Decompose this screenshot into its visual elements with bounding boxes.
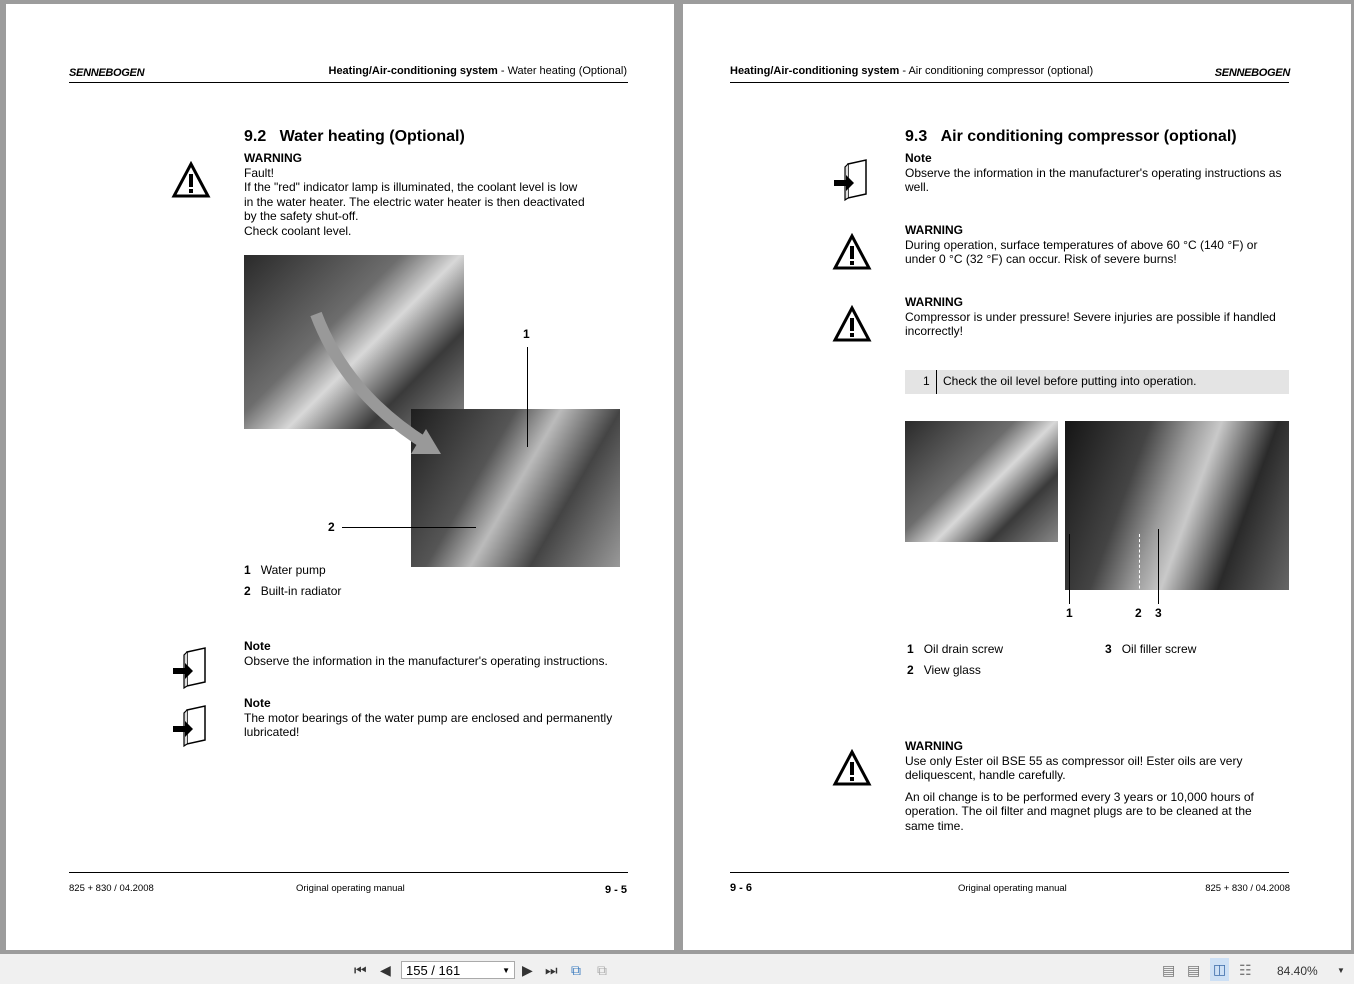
callout-line: [1069, 534, 1070, 604]
footer-rule: [730, 872, 1289, 873]
note-book-icon: [171, 704, 211, 748]
footer-title: Original operating manual: [958, 883, 1067, 894]
page-header: Heating/Air-conditioning system - Air conditioning compressor (optional): [730, 65, 1094, 77]
chevron-down-icon[interactable]: ▼: [502, 966, 510, 975]
warning-icon: [832, 233, 872, 271]
two-page-continuous-icon[interactable]: ☷: [1239, 962, 1252, 978]
callout-1: 1: [1066, 606, 1073, 620]
legend-item: 1 Water pump: [244, 563, 326, 577]
warning-line: in the water heater. The electric water heater is then deactivated: [244, 194, 585, 209]
note-book-icon: [832, 158, 872, 202]
note-book-icon: [171, 646, 211, 690]
footer-model: 825 + 830 / 04.2008: [69, 883, 154, 894]
legend-item: 3 Oil filler screw: [1105, 642, 1197, 656]
right-page: [683, 4, 1351, 950]
zoom-dropdown-icon[interactable]: ▼: [1337, 966, 1345, 975]
callout-3: 3: [1155, 606, 1162, 620]
last-page-icon[interactable]: ⏭: [545, 962, 558, 978]
warning-icon: [832, 305, 872, 343]
callout-line: [1158, 529, 1159, 604]
two-page-icon[interactable]: ◫: [1210, 958, 1229, 981]
footer-title: Original operating manual: [296, 883, 405, 894]
header-chapter: Heating/Air-conditioning system: [328, 65, 498, 77]
warning-line: Check coolant level.: [244, 223, 352, 238]
sennebogen-logo: SENNEBOGEN: [69, 67, 145, 79]
warning-block: WARNING During operation, surface temperatures of above 60 °C (140 °F) or under 0 °C (32 °F) can occur. Risk of severe burns!: [905, 223, 1258, 267]
next-view-icon[interactable]: ⧉: [597, 962, 607, 978]
section-title: 9.2 Water heating (Optional): [244, 128, 465, 145]
step-number: 1: [923, 374, 930, 388]
step-divider: [936, 370, 937, 394]
step-text: Check the oil level before putting into operation.: [943, 374, 1197, 388]
header-rule: [69, 82, 628, 83]
note-block: Note The motor bearings of the water pump are enclosed and permanently lubricated!: [244, 696, 613, 740]
warning-block: WARNING Compressor is under pressure! Severe injuries are possible if handled incorrectly!: [905, 295, 1276, 339]
instruction-step: [905, 370, 1289, 394]
page-value: 155 / 161: [406, 963, 461, 978]
callout-line: [527, 347, 528, 447]
warning-line: by the safety shut-off.: [244, 209, 359, 224]
header-rule: [730, 82, 1289, 83]
legend-item: 2 Built-in radiator: [244, 584, 342, 598]
continuous-page-icon[interactable]: ▤: [1187, 962, 1201, 978]
section-title: 9.3 Air conditioning compressor (optional): [905, 128, 1237, 145]
warning-icon: [832, 749, 872, 787]
callout-1: 1: [523, 327, 530, 341]
note-block: Note Observe the information in the manufacturer's operating instructions as well.: [905, 151, 1282, 195]
zoom-level[interactable]: 84.40%: [1277, 964, 1318, 978]
photo-compressor-overview: [905, 421, 1058, 542]
header-section: - Water heating (Optional): [497, 65, 627, 77]
warning-block: [244, 151, 614, 239]
warning-title: WARNING: [244, 151, 302, 165]
warning-block: WARNING Use only Ester oil BSE 55 as compressor oil! Ester oils are very deliquescent, handle carefully. An oil change is to be performed every 3 years or 10,000 hours of operation. The oil filter and magnet plugs are to be cleaned at the same time.: [905, 739, 1254, 833]
sennebogen-logo: SENNEBOGEN: [1214, 67, 1290, 79]
first-page-icon[interactable]: ⏮: [354, 962, 367, 978]
single-page-icon[interactable]: ▤: [1162, 962, 1176, 978]
callout-2: 2: [328, 520, 335, 534]
warning-icon: [171, 161, 211, 199]
arrow-graphic: [306, 304, 456, 464]
footer-rule: [69, 872, 628, 873]
next-page-icon[interactable]: ▶: [522, 962, 533, 978]
note-block: Note Observe the information in the manufacturer's operating instructions.: [244, 639, 608, 668]
page-number-input[interactable]: [401, 961, 515, 979]
warning-line: If the "red" indicator lamp is illuminated, the coolant level is low: [244, 180, 578, 195]
left-page: [6, 4, 674, 950]
viewer-toolbar: [0, 954, 1354, 984]
legend-item: 1 Oil drain screw: [907, 642, 1004, 656]
warning-line: Fault!: [244, 165, 275, 180]
previous-view-icon[interactable]: ⧉: [571, 962, 581, 978]
previous-page-icon[interactable]: ◀: [380, 962, 391, 978]
page-number: 9 - 5: [604, 884, 627, 896]
callout-line: [1139, 534, 1141, 604]
page-number: 9 - 6: [730, 882, 753, 894]
callout-2: 2: [1135, 606, 1142, 620]
footer-model: 825 + 830 / 04.2008: [1205, 883, 1290, 894]
photo-compressor-detail: [1065, 421, 1289, 590]
legend-item: 2 View glass: [907, 663, 981, 677]
callout-line: [342, 527, 476, 528]
page-header: [329, 65, 628, 77]
